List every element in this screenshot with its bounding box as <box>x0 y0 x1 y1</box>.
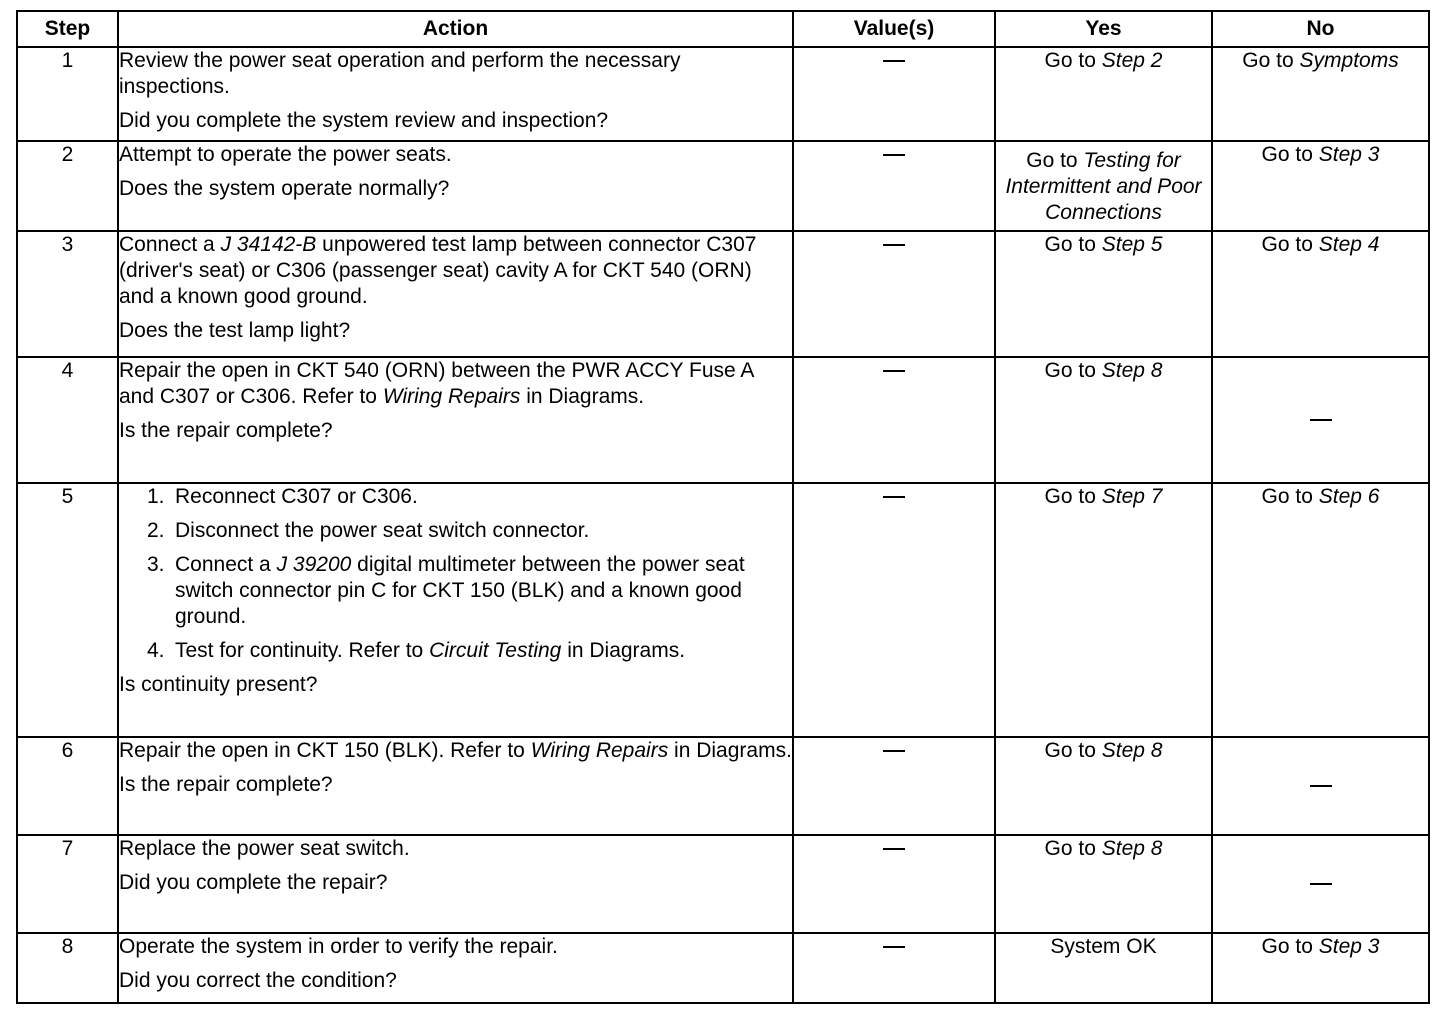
reference-link[interactable]: Wiring Repairs <box>530 739 669 762</box>
step-number: 3 <box>17 231 118 357</box>
action-text: Review the power seat operation and perform the necessary inspections. <box>119 49 681 98</box>
no-cell <box>1212 357 1429 483</box>
yes-target-link[interactable]: Step 7 <box>1101 485 1163 508</box>
action-cell <box>118 835 793 933</box>
step-number: 8 <box>17 933 118 1003</box>
dash-no <box>1310 419 1332 421</box>
reference-link[interactable]: Wiring Repairs <box>382 385 521 408</box>
list-item: 2. Disconnect the power seat switch connector. <box>147 519 590 542</box>
dash-value <box>883 60 905 62</box>
header-yes: Yes <box>995 11 1212 47</box>
dash-value <box>883 154 905 156</box>
header-no: No <box>1212 11 1429 47</box>
action-question: Did you complete the repair? <box>119 871 388 894</box>
list-item: 3. Connect a J 39200 digital multimeter between the power seat switch connector pin C for CKT 150 (BLK) and a known good ground. <box>147 553 745 628</box>
table-row <box>17 47 1429 141</box>
value-cell <box>793 483 995 737</box>
action-text: Attempt to operate the power seats. <box>119 143 452 166</box>
dash-no <box>1310 883 1332 885</box>
table-row <box>17 231 1429 357</box>
yes-prefix: Go to <box>1044 233 1096 256</box>
table-row <box>17 357 1429 483</box>
dash-no <box>1310 785 1332 787</box>
action-question: Is the repair complete? <box>119 773 333 796</box>
no-prefix: Go to <box>1261 485 1313 508</box>
no-cell <box>1212 737 1429 835</box>
action-question: Does the system operate normally? <box>119 177 450 200</box>
yes-prefix: Go to <box>1044 49 1096 72</box>
no-cell <box>1212 483 1429 737</box>
dash-value <box>883 370 905 372</box>
dash-value <box>883 244 905 246</box>
no-cell <box>1212 231 1429 357</box>
dash-value <box>883 946 905 948</box>
yes-target-link[interactable]: Step 5 <box>1101 233 1163 256</box>
action-question: Does the test lamp light? <box>119 319 351 342</box>
no-prefix: Go to <box>1242 49 1294 72</box>
yes-cell <box>995 737 1212 835</box>
value-cell <box>793 357 995 483</box>
yes-cell <box>995 47 1212 141</box>
action-text: Operate the system in order to verify the repair. <box>119 935 558 958</box>
step-number: 6 <box>17 737 118 835</box>
no-cell <box>1212 933 1429 1003</box>
yes-target-link[interactable]: Step 8 <box>1101 359 1163 382</box>
yes-prefix: Go to <box>1044 837 1096 860</box>
value-cell <box>793 737 995 835</box>
table-row <box>17 835 1429 933</box>
no-cell <box>1212 141 1429 231</box>
tool-name: J 39200 <box>276 553 352 576</box>
list-item: 1. Reconnect C307 or C306. <box>147 485 418 508</box>
yes-prefix: Go to <box>1044 359 1096 382</box>
action-question: Did you correct the condition? <box>119 969 397 992</box>
table-row <box>17 737 1429 835</box>
yes-prefix: Go to <box>1026 149 1078 172</box>
header-values: Value(s) <box>793 11 995 47</box>
yes-result: System OK <box>1050 935 1157 958</box>
value-cell <box>793 47 995 141</box>
no-target-link[interactable]: Step 4 <box>1318 233 1380 256</box>
action-cell <box>118 933 793 1003</box>
dash-value <box>883 496 905 498</box>
step-number: 7 <box>17 835 118 933</box>
no-cell <box>1212 835 1429 933</box>
action-cell <box>118 357 793 483</box>
diagnostic-table <box>16 10 1430 1004</box>
yes-cell <box>995 835 1212 933</box>
header-action: Action <box>118 11 793 47</box>
no-target-link[interactable]: Step 3 <box>1318 143 1380 166</box>
step-number: 5 <box>17 483 118 737</box>
yes-cell <box>995 483 1212 737</box>
action-cell <box>118 483 793 737</box>
dash-value <box>883 750 905 752</box>
tool-name: J 34142-B <box>220 233 317 256</box>
action-text: Replace the power seat switch. <box>119 837 410 860</box>
no-cell <box>1212 47 1429 141</box>
header-step: Step <box>17 11 118 47</box>
no-prefix: Go to <box>1261 935 1313 958</box>
yes-cell <box>995 141 1212 231</box>
yes-target-link[interactable]: Testing for Intermittent and Poor Connections <box>1005 149 1202 224</box>
table-row <box>17 483 1429 737</box>
step-number: 4 <box>17 357 118 483</box>
value-cell <box>793 835 995 933</box>
no-target-link[interactable]: Step 6 <box>1318 485 1380 508</box>
action-cell <box>118 47 793 141</box>
action-text: Repair the open in CKT 540 (ORN) between the PWR ACCY Fuse A and C307 or C306. Refer to Wiring Repairs in Diagrams. <box>119 359 754 408</box>
table-row <box>17 141 1429 231</box>
action-text: Connect a J 34142-B unpowered test lamp between connector C307 (driver's seat) or C306 (passenger seat) cavity A for CKT 540 (ORN) and a known good ground. <box>119 233 757 308</box>
yes-prefix: Go to <box>1044 739 1096 762</box>
action-text: Repair the open in CKT 150 (BLK). Refer to Wiring Repairs in Diagrams. <box>119 739 792 762</box>
no-target-link[interactable]: Step 3 <box>1318 935 1380 958</box>
yes-target-link[interactable]: Step 8 <box>1101 837 1163 860</box>
action-cell <box>118 141 793 231</box>
value-cell <box>793 933 995 1003</box>
list-item: 4. Test for continuity. Refer to Circuit Testing in Diagrams. <box>147 639 686 662</box>
dash-value <box>883 848 905 850</box>
yes-cell <box>995 231 1212 357</box>
table-row <box>17 933 1429 1003</box>
yes-cell <box>995 357 1212 483</box>
step-number: 1 <box>17 47 118 141</box>
step-number: 2 <box>17 141 118 231</box>
no-target-link[interactable]: Symptoms <box>1299 49 1399 72</box>
action-question: Is continuity present? <box>119 673 318 696</box>
action-cell <box>118 231 793 357</box>
action-cell <box>118 737 793 835</box>
action-question: Did you complete the system review and inspection? <box>119 109 609 132</box>
no-prefix: Go to <box>1261 233 1313 256</box>
action-question: Is the repair complete? <box>119 419 333 442</box>
header-row <box>17 11 1429 47</box>
reference-link[interactable]: Circuit Testing <box>429 639 562 662</box>
value-cell <box>793 231 995 357</box>
procedure-list <box>119 484 792 664</box>
value-cell <box>793 141 995 231</box>
yes-cell <box>995 933 1212 1003</box>
yes-target-link[interactable]: Step 2 <box>1101 49 1163 72</box>
yes-prefix: Go to <box>1044 485 1096 508</box>
no-prefix: Go to <box>1261 143 1313 166</box>
yes-target-link[interactable]: Step 8 <box>1101 739 1163 762</box>
